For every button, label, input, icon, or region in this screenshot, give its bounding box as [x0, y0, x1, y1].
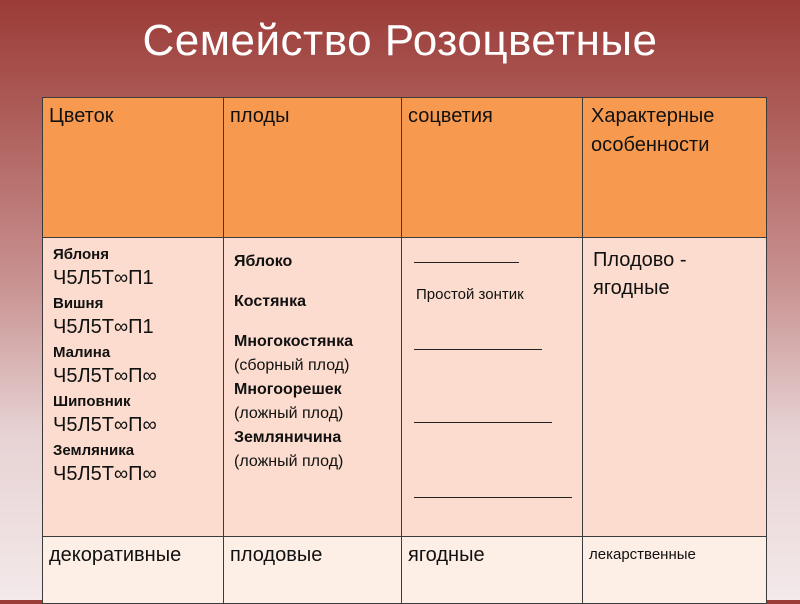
fruit-apple: Яблоко	[234, 253, 293, 270]
flower-formula: Ч5Л5Т∞П∞	[53, 365, 157, 387]
body-row	[43, 238, 767, 537]
fruit-drupe: Костянка	[234, 293, 306, 310]
flower-formula: Ч5Л5Т∞П1	[53, 267, 154, 289]
blank-line	[414, 252, 519, 263]
plant-name: Яблоня	[53, 246, 109, 263]
characteristics-text: Плодово - ягодные	[593, 249, 687, 299]
flower-formula: Ч5Л5Т∞П∞	[53, 463, 157, 485]
blank-line	[414, 412, 552, 423]
blank-line	[414, 487, 572, 498]
plant-name: Малина	[53, 344, 111, 361]
fruit-polynut: Многоорешек	[234, 381, 342, 398]
flower-cell	[43, 238, 224, 537]
characteristics-cell	[583, 238, 767, 537]
flower-formula: Ч5Л5Т∞П1	[53, 316, 154, 338]
footer-row	[43, 537, 767, 604]
header-row	[43, 98, 767, 238]
footer-fruit: плодовые	[224, 537, 402, 604]
flower-formula: Ч5Л5Т∞П∞	[53, 414, 157, 436]
footer-medicinal: лекарственные	[583, 537, 767, 604]
inflorescence-cell	[402, 238, 583, 537]
fruit-note: (сборный плод)	[234, 357, 350, 374]
slide-title: Семейство Розоцветные	[142, 16, 658, 65]
plant-name: Вишня	[53, 295, 104, 312]
plant-name: Шиповник	[53, 393, 131, 410]
fruits-cell	[224, 238, 402, 537]
footer-berry: ягодные	[402, 537, 583, 604]
fruit-polydrupe: Многокостянка	[234, 333, 353, 350]
header-flower: Цветок	[43, 98, 224, 238]
fruit-strawberry: Земляничина	[234, 429, 342, 446]
fruit-note: (ложный плод)	[234, 405, 344, 422]
header-characteristics: Характерные особенности	[583, 98, 767, 238]
footer-decorative: декоративные	[43, 537, 224, 604]
header-fruits: плоды	[224, 98, 402, 238]
plant-name: Земляника	[53, 442, 135, 459]
inflorescence-umbel: Простой зонтик	[416, 286, 524, 303]
rosaceae-table	[42, 97, 767, 604]
header-inflorescence: соцветия	[402, 98, 583, 238]
fruit-note: (ложный плод)	[234, 453, 344, 470]
blank-line	[414, 339, 542, 350]
